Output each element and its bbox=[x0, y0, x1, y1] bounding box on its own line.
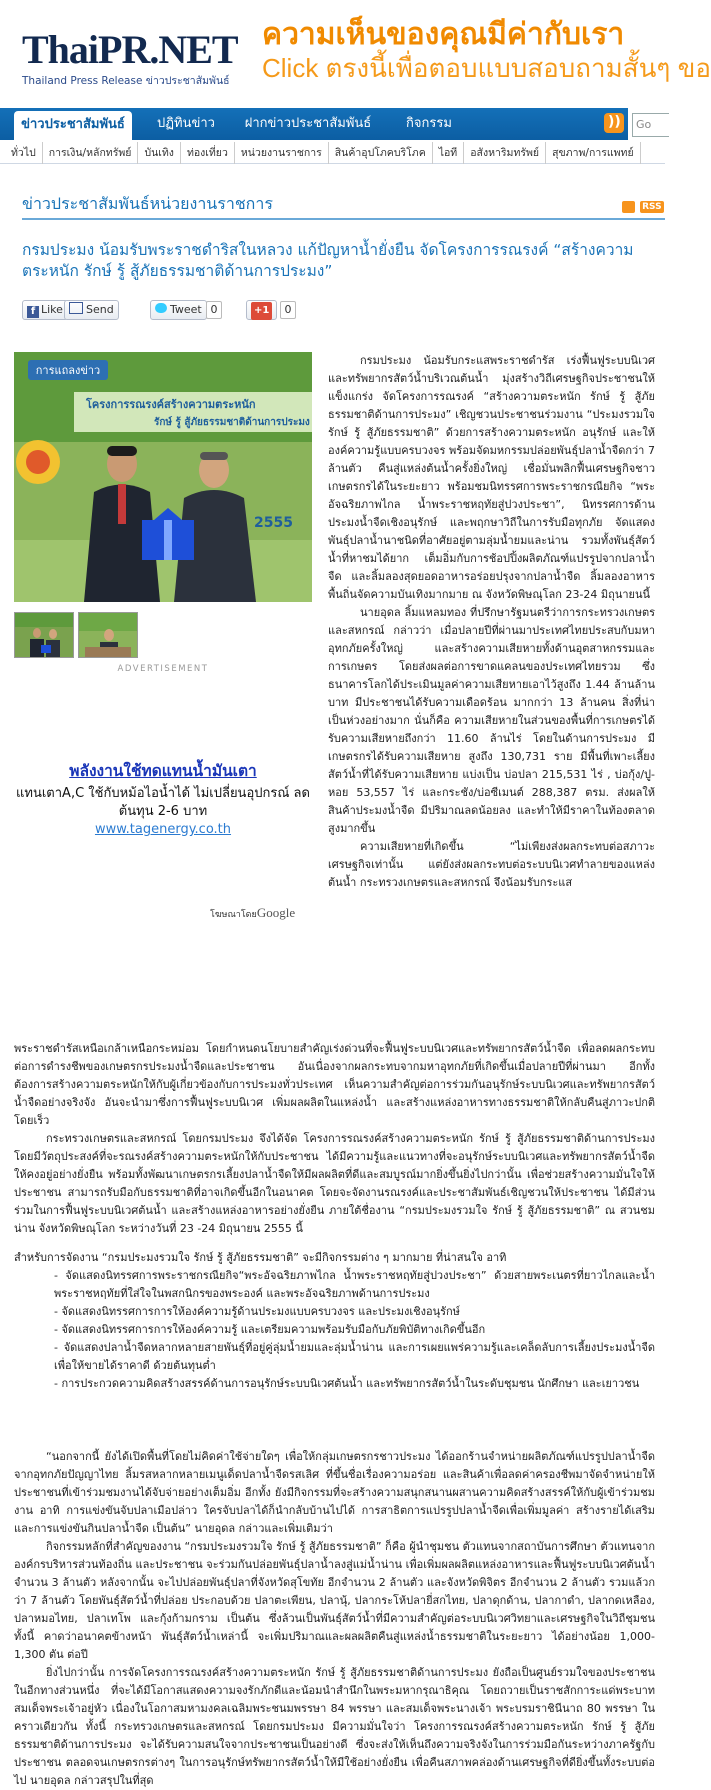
article-body-full-3 bbox=[14, 1448, 655, 1790]
category-general[interactable]: ทั่วไป bbox=[0, 142, 43, 164]
category-it[interactable]: ไอที bbox=[433, 142, 465, 164]
like-label: Like bbox=[41, 303, 63, 316]
activity-item: - จัดแสดงนิทรรศการพระราชกรณียกิจ“พระอัจฉริยภาพไกล น้ำพระราชหฤทัยสู่ปวงประชา” ด้วยสายพระเนตรที่ยาวไกลและน้ำพระราชหฤทัยที่ใส่ใจในพสกนิกรของพระองค์ และพระอัจฉริยภาพด้านการประมง bbox=[54, 1269, 655, 1300]
logo-subtitle: Thailand Press Release ข่าวประชาสัมพันธ์ bbox=[22, 75, 230, 87]
ad-url-link[interactable]: www.tagenergy.co.th bbox=[94, 822, 232, 837]
activity-item: - การประกวดความคิดสร้างสรรค์ด้านการอนุรักษ์ระบบนิเวศต้นน้ำ และทรัพยากรสัตว์น้ำในระดับชุมชน นักศึกษา และเยาวชน bbox=[54, 1377, 640, 1390]
facebook-like-button[interactable] bbox=[22, 300, 68, 320]
gplus-button[interactable] bbox=[246, 300, 277, 320]
banner-line-1: ความเห็นของคุณมีค่ากับเรา bbox=[262, 18, 625, 51]
activity-item: - จัดแสดงนิทรรศการการให้องค์ความรู้ และเตรียมความพร้อมรับมือกับภัยพิบัติทางเกิดขึ้นอีก bbox=[54, 1323, 486, 1336]
site-logo[interactable] bbox=[22, 27, 238, 89]
facebook-send-button[interactable] bbox=[64, 300, 119, 320]
article-paragraph: กิจกรรมหลักที่สำคัญของงาน “กรมประมงรวมใจ รักษ์ รู้ สู้ภัยธรรมชาติ” ก็คือ ผู้นำชุมชน ตัวแทนจากสถาบันการศึกษา ตัวแทนจากองค์กรบริหารส่วนท้องถิ่น และประชาชน จะร่วมกันปล่อยพันธุ์ปลาน้ำลงสู่แม่น้ำน่าน เพื่อเพิ่มผลผลิตแหล่งอาหารและฟื้นฟูระบบนิเวศต้นน้ำ จำนวน 3 ล้านตัว หลังจากนั้น จะไปปล่อยพันธุ์ปลาที่จังหวัดสุโขทัย อีกจำนวน 2 ล้านตัว และจังหวัดพิจิตร อีกจำนวน 2 ล้านตัว รวมแล้วกว่า 7 ล้านตัว โดยพันธุ์สัตว์น้ำที่ปล่อย ประกอบด้วย ปลาตะเพียน, ปลานุ้, ปลากระโห้ปลายี่สกไทย, ปลาดุกด้าน, ปลากาดำ, ปลากดเหลือง, ปลาหมอไทย, ปลาเทโพ และกุ้งก้ามกราม เป็นต้น ซึ่งล้วนเป็นพันธุ์สัตว์น้ำที่มีความสำคัญต่อระบบนิเวศวิทยาและเศรษฐกิจในวิถีชุมชน ทั้งนี้ คาดว่าอนาคตข้างหน้า พันธุ์สัตว์น้ำเหล่านี้ จะเพิ่มปริมาณและผลผลิตคืนสู่แหล่งน้ำธรรมชาติในระยะยาว ได้อย่างน้อย 1,000-1,300 ตัน ต่อปี bbox=[14, 1540, 655, 1661]
article-paragraph: “นอกจากนี้ ยังได้เปิดพื้นที่โดยไม่คิดค่าใช้จ่ายใดๆ เพื่อให้กลุ่มเกษตรกรชาวประมง ได้ออกร้านจำหน่ายผลิตภัณฑ์แปรรูปปลาน้ำจืดจากอุทกภัยปัญญาไทย ลิ้มรสหลากหลายเมนูเด็ดปลาน้ำจืดรสเลิศ ที่ขึ้นชื่อเรื่องความอร่อย และสินค้าเพื่อลดค่าครองชีพมาจัดจำหน่ายให้ประชาชนที่เข้าร่วมชมงานได้จับจ่ายอย่างเต็มอิ่ม อีกทั้ง ยังมีกิจกรรมที่จะสร้างความสนุกสนานผสานความคิดสร้างสรรค์ให้กับผู้เข้าร่วมชมงาน อาทิ การแข่งขันจับปลาเมือปล่าว ใครจับปลาได้ก็นำกลับบ้านไปได้ การสาธิตการแปรรูปปลาน้ำจืดเพื่อเพิ่มมูลค่า สร้างรายได้เสริม และการแข่งขันกินปลาน้ำจืด เป็นต้น” นายอุดล กล่าวและเพิ่มเติมว่า bbox=[14, 1450, 655, 1535]
tweet-count: 0 bbox=[206, 301, 222, 319]
ad-title-link[interactable]: พลังงานใช้ทดแทนน้ำมันเตา bbox=[69, 762, 257, 780]
tab-activities[interactable]: กิจกรรม bbox=[406, 116, 452, 131]
send-icon bbox=[69, 302, 83, 314]
gplus-count: 0 bbox=[280, 301, 296, 319]
category-health[interactable]: สุขภาพ/การแพทย์ bbox=[546, 142, 641, 164]
category-finance[interactable]: การเงิน/หลักทรัพย์ bbox=[43, 142, 139, 164]
article-paragraph: กระทรวงเกษตรและสหกรณ์ โดยกรมประมง จึงได้จัด โครงการรณรงค์สร้างความตระหนัก รักษ์ รู้ สู้ภัยธรรมชาติด้านการประมง โดยมีวัตถุประสงค์ที่จะรณรงค์สร้างความตระหนักให้กับประชาชน ได้มีความรู้และแนวทางที่จะอนุรักษ์ระบบนิเวศและทรัพยากรสัตว์น้ำจืดให้คงอยู่อย่างยั่งยืน พร้อมทั้งพัฒนาเกษตรกรเลี้ยงปลาน้ำจืดให้มีผลผลิตที่ดีและสมบูรณ์มากยิ่งขึ้นยิ่งไปกว่านั้น เพื่อช่วยสร้างความมั่นใจให้ประชาชน สามารถรับมือกับธรรมชาติที่อาจเกิดขึ้นอีกในอนาคต โดยจะจัดงานรณรงค์และประชาสัมพันธ์เชิญชวนให้ประชาชน ได้มีส่วนร่วมในการฟื้นฟูระบบนิเวศต้นน้ำ และสร้างแหล่งอาหารอย่างยั่งยืน ภายใต้ชื่องาน “กรมประมงรวมใจ รักษ์ รู้ สู้ภัยธรรมชาติ” ณ สวนชมน่าน จังหวัดพิษณุโลก ระหว่างวันที่ 23 -24 มิถุนายน 2555 นี้ bbox=[14, 1132, 655, 1235]
tab-submit-news[interactable]: ฝากข่าวประชาสัมพันธ์ bbox=[244, 116, 372, 131]
twitter-icon bbox=[155, 303, 167, 313]
ads-by-label: โฆษณาโดย bbox=[210, 910, 257, 920]
article-body-full-1 bbox=[14, 1040, 655, 1238]
logo-text: ThaiPR.NET bbox=[22, 27, 238, 72]
category-government[interactable]: หน่วยงานราชการ bbox=[235, 142, 329, 164]
activity-item: - จัดแสดงนิทรรศการการให้องค์ความรู้ด้านประมงแบบครบวงจร และประมงเชิงอนุรักษ์ bbox=[54, 1305, 460, 1318]
tweet-label: Tweet bbox=[170, 303, 202, 316]
photo-thumbnail-2[interactable] bbox=[78, 612, 138, 658]
article-paragraph: นายอุดล ลิ้มแหลมทอง ที่ปรึกษารัฐมนตรีว่าการกระทรวงเกษตรและสหกรณ์ กล่าวว่า เมื่อปลายปีที่ผ่านมาประเทศไทยประสบกับมหาอุทกภัยครั้งใหญ่ และสร้างความเสียหายทั้งด้านอุตสาหกรรมและการเกษตร โดยส่งผลต่อการขาดแคลนของประเทศไทยรวม ซึ่งธนาคารโลกได้ประเมินมูลค่าความเสียหายเอาไว้สูงถึง 1.44 ล้านล้านบาท มีประชาชนได้รับความเดือดร้อน มากกว่า 13 ล้านคน สิ่งที่น่าเป็นห่วงอย่างมาก นั่นก็คือ ความเสียหายในส่วนของพื้นที่การเกษตรได้รับความเสียหายถึงกว่า 11.60 ล้านไร่ โดยในด้านการประมง มีเกษตรกรได้รับความเสียหาย สูงถึง 130,731 ราย มีพื้นที่เพาะเลี้ยงสัตว์น้ำที่ได้รับความเสียหาย แบ่งเป็น บ่อปลา 215,531 ไร่ , บ่อกุ้ง/ปู-หอย 53,557 ไร่ และกระชัง/บ่อซีเมนต์ 288,387 ตรม. ส่งผลให้สินค้าประมงน้ำจืด มีปริมาณลดน้อยลง และทำให้มีราคาในท้องตลาดสูงมากขึ้น bbox=[328, 606, 655, 835]
section-divider bbox=[22, 218, 665, 220]
article-paragraph: ยิ่งไปกว่านั้น การจัดโครงการรณรงค์สร้างความตระหนัก รักษ์ รู้ สู้ภัยธรรมชาติด้านการประมง ยังถือเป็นศูนย์รวมใจของประชาชนในอีกทางส่วนหนึ่ง ที่จะได้มีโอกาสแสดงความจงรักภักดีและน้อมนำสำนึกในพระมหากรุณาธิคุณ โดยถวายเป็นราชสักการะแด่พระบาทสมเด็จพระเจ้าอยู่หัว เนื่องในโอกาสมหามงคลเฉลิมพระชนมพรรษา 84 พรรษา และสมเด็จพระนางเจ้า พระบรมราชินีนาถ 80 พรรษา ในคราวเดียวกัน ทั้งนี้ กระทรวงเกษตรและสหกรณ์ โดยกรมประมง มีความมั่นใจว่า โครงการรณรงค์สร้างความตระหนัก รักษ์ รู้ สู้ภัยธรรมชาติด้านการประมง จะได้รับความสนใจจากประชาชนเป็นอย่างดี ซึ่งจะส่งให้เห็นถึงความจริงจังในการร่วมมือกันระหว่างภาครัฐกับประชาชน ตลอดจนเกษตรกรต่างๆ ในการอนุรักษ์ทรัพยากรสัตว์น้ำให้มีใช้อย่างยั่งยืน เพื่อคืนสภาพคล่องด้านเศรษฐกิจที่ดียิ่งขึ้นทั้งระบบต่อไป นายอุดล กล่าวสรุปในที่สุด bbox=[14, 1666, 655, 1787]
rss-label: RSS bbox=[642, 201, 662, 212]
category-consumer[interactable]: สินค้าอุปโภคบริโภค bbox=[329, 142, 433, 164]
article-photo[interactable] bbox=[14, 352, 312, 602]
tab-news-calendar[interactable]: ปฏิทินข่าว bbox=[157, 116, 215, 131]
tweet-button[interactable] bbox=[150, 300, 207, 320]
survey-banner[interactable] bbox=[262, 18, 711, 88]
rss-icon[interactable]: )) bbox=[604, 113, 624, 133]
advertisement-label: ADVERTISEMENT bbox=[117, 664, 209, 674]
category-travel[interactable]: ท่องเที่ยว bbox=[181, 142, 235, 164]
photo-sign-1: การแถลงข่าว bbox=[35, 364, 101, 377]
category-real-estate[interactable]: อสังหาริมทรัพย์ bbox=[464, 142, 546, 164]
section-title: ข่าวประชาสัมพันธ์หน่วยงานราชการ bbox=[22, 194, 273, 213]
photo-sign-3: รักษ์ รู้ สู้ภัยธรรมชาติด้านการประมง bbox=[154, 417, 310, 428]
article-paragraph: สำหรับการจัดงาน “กรมประมงรวมใจ รักษ์ รู้ สู้ภัยธรรมชาติ” จะมีกิจกรรมต่าง ๆ มากมาย ที่น่าสนใจ อาทิ bbox=[14, 1251, 507, 1264]
ads-by-google[interactable] bbox=[210, 905, 295, 921]
banner-line-2: Click ตรงนี้เพื่อตอบแบบสอบถามสั้นๆ ขอ bbox=[262, 53, 711, 83]
article-paragraph: ความเสียหายที่เกิดขึ้น “ไม่เพียงส่งผลกระทบต่อสภาวะเศรษฐกิจเท่านั้น แต่ยังส่งผลกระทบต่อระบบนิเวศทำลายของแหล่งต้นน้ำ กระทรวงเกษตรและสหกรณ์ จึงน้อมรับกระแส bbox=[328, 840, 655, 889]
send-label: Send bbox=[86, 303, 114, 316]
site-header bbox=[0, 0, 711, 108]
facebook-icon: f bbox=[27, 306, 39, 318]
photo-sign-2: โครงการรณรงค์สร้างความตระหนัก bbox=[86, 398, 256, 411]
thumbnail-2-image bbox=[79, 613, 137, 657]
article-body-full-2 bbox=[14, 1249, 655, 1393]
thumbnail-1-image bbox=[15, 613, 73, 657]
tab-press-release[interactable]: ข่าวประชาสัมพันธ์ bbox=[14, 111, 132, 140]
article-paragraph: พระราชดำรัสเหนือเกล้าเหนือกระหม่อม โดยกำหนดนโยบายสำคัญเร่งด่วนที่จะฟื้นฟูระบบนิเวศและทรัพยากรสัตว์น้ำจืด เพื่อลดผลกระทบต่อการดำรงชีพของเกษตรกรประมงน้ำจืดและประชาชน อันเนื่องจากผลกระทบจากมหาอุทกภัยที่เกิดขึ้นเมื่อปลายปีที่ผ่านมา อีกทั้ง ต้องการสร้างความตระหนักให้กับผู้เกี่ยวข้องกับการประมงทั่วประเทศ เห็นความสำคัญต่อการร่วมกันอนุรักษ์ระบบนิเวศและทรัพยากรสัตว์น้ำจืดอย่างจริงจัง อันจะนำมาซึ่งการฟื้นฟูระบบนิเวศ เพิ่มผลผลิตในแหล่งน้ำ และสร้างแหล่งอาหารทางธรรมชาติให้กลับคืนสู่ภาวะปกติโดยเร็ว bbox=[14, 1042, 655, 1127]
rss-feed-icon bbox=[622, 201, 635, 213]
category-entertainment[interactable]: บันเทิง bbox=[138, 142, 180, 164]
category-nav bbox=[0, 141, 665, 164]
photo-sign-year: 2555 bbox=[254, 515, 293, 531]
section-rss[interactable] bbox=[622, 196, 664, 215]
google-logo: Google bbox=[256, 905, 296, 920]
ad-description: แทนเตาA,C ใช้กับหม้อไอน้ำได้ ไม่เปลี่ยนอุปกรณ์ ลดต้นทุน 2-6 บาท bbox=[16, 786, 310, 819]
text-ad bbox=[14, 760, 312, 839]
gplus-icon: +1 bbox=[251, 302, 272, 320]
main-nav bbox=[0, 108, 665, 140]
search-input[interactable]: Go bbox=[632, 113, 669, 137]
article-headline: กรมประมง น้อมรับพระราชดำริสในหลวง แก้ปัญหาน้ำยั่งยืน จัดโครงการรณรงค์ “สร้างความตระหนัก รักษ์ รู้ สู้ภัยธรรมชาติด้านการประมง” bbox=[22, 241, 634, 280]
press-conference-illustration bbox=[14, 352, 312, 602]
activity-item: - จัดแสดงปลาน้ำจืดหลากหลายสายพันธุ์ที่อยู่คู่ลุ่มน้ำยมและลุ่มน้ำน่าน และการเผยแพร่ความรู้และเคล็ดลับการเลี้ยงประมงน้ำจืดเพื่อให้ขายได้ราคาดี ด้วยต้นทุนต่ำ bbox=[54, 1341, 655, 1372]
article-paragraph: กรมประมง น้อมรับกระแสพระราชดำรัส เร่งฟื้นฟูระบบนิเวศและทรัพยากรสัตว์น้ำบริเวณต้นน้ำ มุ่งสร้างวิถีเศรษฐกิจประชาชนให้แข็งแกร่ง จัดโครงการรณรงค์ “สร้างความตระหนัก รักษ์ รู้ สู้ภัยธรรมชาติด้านการประมง” เชิญชวนประชาชนร่วมงาน “ประมงรวมใจ รักษ์ รู้ สู้ภัยธรรมชาติ” ด้วยการสร้างความตระหนัก อนุรักษ์ และให้องค์ความรู้แบบครบวงจร พร้อมจัดมหกรรมปล่อยพันธุ์ปลาน้ำจืดกว่า 7 ล้านตัว คืนสู่แหล่งต้นน้ำครั้งยิ่งใหญ่ เชื่อมั่นพลิกฟื้นเศรษฐกิจชาวเกษตรกรได้ในระยะยาว พร้อมชมนิทรรศการพระราชกรณียกิจ “พระอัจฉริยภาพไกล น้ำพระราชหฤทัยสู่ปวงประชา”, นิทรรศการด้านประมงน้ำจืดเชิงอนุรักษ์ และพฤกษาวิถีในการรับมือทุกภัย จัดแสดงพันธุ์ปลาน้ำนาชนิดที่อาศัยอยู่ตามลุ่มน้ำยมและน่าน รวมทั้งพันธุ์สัตว์น้ำที่หาชมได้ยาก เต็มอิ่มกับการช้อปปิ้งผลิตภัณฑ์แปรรูปจากปลาน้ำจืด และลิ้มลองสุดยอดอาหารอร่อยปรุงจากปลาน้ำจืด ลิ้มลองอาหารพื้นถิ่นจัดความบันเทิงมากมาย ณ จังหวัดพิษณุโลก 23-24 มิถุนายนนี้ bbox=[328, 354, 655, 601]
article-body-column bbox=[328, 352, 655, 892]
photo-thumbnail-1[interactable] bbox=[14, 612, 74, 658]
